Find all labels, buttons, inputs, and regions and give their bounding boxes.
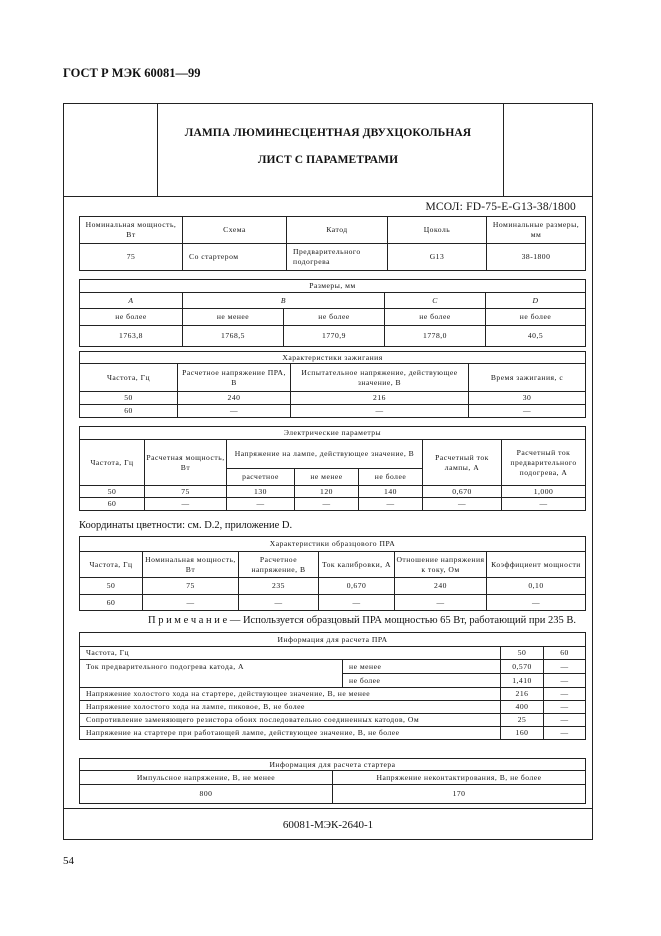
electrical-cell: 130 xyxy=(227,486,295,498)
ballast-header: Отношение напряжения к току, Ом xyxy=(395,552,487,578)
ballast-info-cell: — xyxy=(544,727,586,740)
ballast-info-cell: 216 xyxy=(501,688,544,701)
electrical-cell: 75 xyxy=(145,486,227,498)
dim-limit: не более xyxy=(284,309,385,326)
ballast-info-preheat-limit: не менее xyxy=(343,660,501,674)
starter-info-value: 800 xyxy=(80,785,333,804)
electrical-cell: — xyxy=(145,498,227,511)
ignition-cell: 30 xyxy=(469,392,586,405)
sheet-frame xyxy=(63,103,593,840)
ballast-note: П р и м е ч а н и е — Используется образцовый ПРА мощностью 65 Вт, работающий при 235 В. xyxy=(147,615,576,626)
value-nominal-power: 75 xyxy=(80,244,183,271)
electrical-header-frequency: Частота, Гц xyxy=(80,440,145,486)
ballast-header: Коэффициент мощности xyxy=(487,552,586,578)
electrical-header-voltage: Напряжение на лампе, действующее значение, В xyxy=(227,440,423,469)
starter-info-value: 170 xyxy=(333,785,586,804)
value-cathode: Предварительного подогрева xyxy=(287,244,388,271)
ballast-info-cell: — xyxy=(544,701,586,714)
starter-info-header: Напряжение неконтактирования, В, не более xyxy=(333,771,586,785)
ballast-info-row-label: Напряжение холостого хода на стартере, действующее значение, В, не менее xyxy=(80,688,501,701)
ballast-info-caption: Информация для расчета ПРА xyxy=(80,633,586,647)
value-nominal-dimensions: 38-1800 xyxy=(487,244,586,271)
dim-value: 1770,9 xyxy=(284,326,385,347)
ballast-header: Частота, Гц xyxy=(80,552,143,578)
ignition-caption: Характеристики зажигания xyxy=(80,352,586,364)
ballast-info-cell: 160 xyxy=(501,727,544,740)
ballast-header: Расчетное напряжение, В xyxy=(239,552,319,578)
ballast-info-row-label: Сопротивление заменяющего резистора обоих последовательно соединенных катодов, Ом xyxy=(80,714,501,727)
ballast-info-cell: 0,570 xyxy=(501,660,544,674)
ballast-cell: — xyxy=(239,595,319,611)
chromaticity-note: Координаты цветности: см. D.2, приложение D. xyxy=(79,520,293,531)
dim-letter-a: A xyxy=(80,293,183,309)
dim-value: 1763,8 xyxy=(80,326,183,347)
title-line-1: ЛАМПА ЛЮМИНЕСЦЕНТНАЯ ДВУХЦОКОЛЬНАЯ xyxy=(184,127,472,139)
dim-letter-b: B xyxy=(183,293,385,309)
dimensions-caption: Размеры, мм xyxy=(80,280,586,293)
electrical-cell: 140 xyxy=(359,486,423,498)
ballast-cell: 0,670 xyxy=(319,578,395,595)
ballast-info-preheat-limit: не более xyxy=(343,674,501,688)
standard-designation: ГОСТ Р МЭК 60081—99 xyxy=(63,66,201,80)
electrical-header-power: Расчетная мощность, Вт xyxy=(145,440,227,486)
electrical-cell: — xyxy=(227,498,295,511)
ignition-cell: 240 xyxy=(178,392,291,405)
ignition-header: Испытательное напряжение, действующее значение, В xyxy=(291,364,469,392)
ballast-cell: 75 xyxy=(143,578,239,595)
ignition-header: Время зажигания, с xyxy=(469,364,586,392)
title-divider-left xyxy=(157,104,158,196)
reference-ballast-table xyxy=(79,536,586,611)
ballast-cell: 240 xyxy=(395,578,487,595)
lamp-designation: МСОЛ: FD-75-E-G13-38/1800 xyxy=(425,201,576,213)
header-cathode: Катод xyxy=(287,217,388,244)
value-cap: G13 xyxy=(388,244,487,271)
ballast-info-cell: — xyxy=(544,660,586,674)
title-divider-right xyxy=(503,104,504,196)
electrical-subheader: расчетное xyxy=(227,469,295,486)
electrical-cell: — xyxy=(295,498,359,511)
starter-info-table xyxy=(79,758,586,804)
ignition-cell: — xyxy=(291,405,469,418)
ignition-header: Расчетное напряжение ПРА, В xyxy=(178,364,291,392)
ballast-caption: Характеристики образцового ПРА xyxy=(80,537,586,552)
ballast-cell: 235 xyxy=(239,578,319,595)
ballast-info-cell: — xyxy=(544,714,586,727)
ballast-info-row-label: Напряжение на стартере при работающей лампе, действующее значение, В, не более xyxy=(80,727,501,740)
ballast-info-frequency-60: 60 xyxy=(544,647,586,660)
dim-value: 1778,0 xyxy=(385,326,486,347)
ballast-header: Ток калибровки, А xyxy=(319,552,395,578)
electrical-cell: — xyxy=(423,498,502,511)
header-cap: Цоколь xyxy=(388,217,487,244)
ballast-info-preheat-label: Ток предварительного подогрева катода, А xyxy=(80,660,343,688)
ballast-cell: — xyxy=(395,595,487,611)
ballast-info-cell: — xyxy=(544,688,586,701)
starter-info-caption: Информация для расчета стартера xyxy=(80,759,586,771)
sheet-number: 60081-МЭК-2640-1 xyxy=(282,819,374,831)
header-nominal-power: Номинальная мощность, Вт xyxy=(80,217,183,244)
ignition-cell: 60 xyxy=(80,405,178,418)
header-nominal-dimensions: Номинальные размеры, мм xyxy=(487,217,586,244)
ballast-info-row-label: Напряжение холостого хода на лампе, пиковое, В, не более xyxy=(80,701,501,714)
dim-limit: не более xyxy=(385,309,486,326)
electrical-header-preheat: Расчетный ток предварительного подогрева, А xyxy=(502,440,586,486)
electrical-cell: 120 xyxy=(295,486,359,498)
ballast-design-info-table xyxy=(79,632,586,740)
title-line-2: ЛИСТ С ПАРАМЕТРАМИ xyxy=(257,154,399,166)
dimensions-table xyxy=(79,279,586,347)
starter-info-header: Импульсное напряжение, В, не менее xyxy=(80,771,333,785)
ignition-cell: — xyxy=(469,405,586,418)
ignition-header: Частота, Гц xyxy=(80,364,178,392)
dim-value: 40,5 xyxy=(486,326,586,347)
dim-letter-d: D xyxy=(486,293,586,309)
ballast-info-cell: — xyxy=(544,674,586,688)
footer-rule xyxy=(64,808,592,809)
electrical-cell: 60 xyxy=(80,498,145,511)
dim-value: 1768,5 xyxy=(183,326,284,347)
ballast-cell: — xyxy=(487,595,586,611)
ballast-header: Номинальная мощность, Вт xyxy=(143,552,239,578)
electrical-cell: 1,000 xyxy=(502,486,586,498)
ignition-cell: 50 xyxy=(80,392,178,405)
ballast-info-frequency-label: Частота, Гц xyxy=(80,647,501,660)
dim-limit: не более xyxy=(80,309,183,326)
dim-limit: не менее xyxy=(183,309,284,326)
electrical-caption: Электрические параметры xyxy=(80,427,586,440)
ignition-cell: — xyxy=(178,405,291,418)
electrical-parameters-table xyxy=(79,426,586,511)
ignition-cell: 216 xyxy=(291,392,469,405)
dim-limit: не более xyxy=(486,309,586,326)
title-bottom-rule xyxy=(64,196,592,197)
ballast-cell: — xyxy=(319,595,395,611)
electrical-cell: 0,670 xyxy=(423,486,502,498)
ballast-info-cell: 1,410 xyxy=(501,674,544,688)
dim-letter-c: C xyxy=(385,293,486,309)
main-characteristics-table xyxy=(79,216,586,271)
ignition-table xyxy=(79,351,586,418)
page-number: 54 xyxy=(63,855,74,867)
value-scheme: Со стартером xyxy=(183,244,287,271)
electrical-cell: — xyxy=(359,498,423,511)
header-scheme: Схема xyxy=(183,217,287,244)
ballast-cell: 50 xyxy=(80,578,143,595)
electrical-cell: — xyxy=(502,498,586,511)
electrical-subheader: не менее xyxy=(295,469,359,486)
ballast-cell: 0,10 xyxy=(487,578,586,595)
ballast-cell: — xyxy=(143,595,239,611)
ballast-info-frequency-50: 50 xyxy=(501,647,544,660)
ballast-info-cell: 25 xyxy=(501,714,544,727)
electrical-subheader: не более xyxy=(359,469,423,486)
electrical-cell: 50 xyxy=(80,486,145,498)
ballast-cell: 60 xyxy=(80,595,143,611)
ballast-info-cell: 400 xyxy=(501,701,544,714)
electrical-header-current: Расчетный ток лампы, А xyxy=(423,440,502,486)
